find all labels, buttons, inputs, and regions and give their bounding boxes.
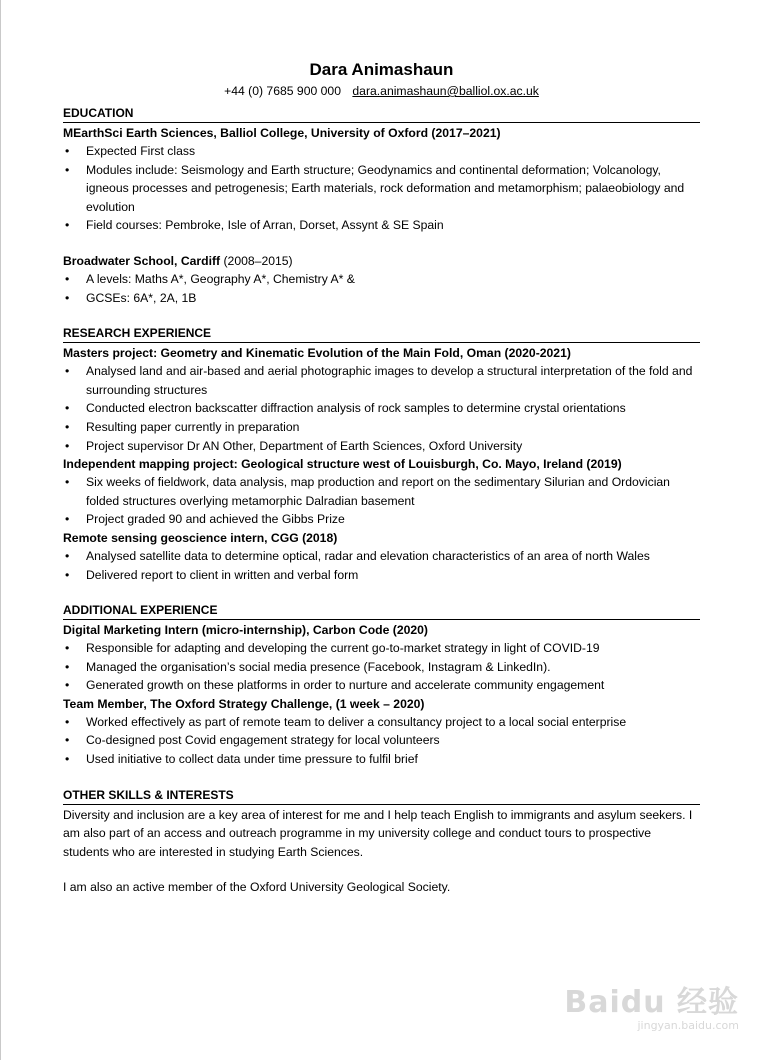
research-entry-title: Remote sensing geoscience intern, CGG (2018) [63, 530, 338, 545]
skills-paragraph: I am also an active member of the Oxford University Geological Society. [63, 880, 451, 895]
email-link[interactable]: dara.animashaun@balliol.ox.ac.uk [352, 84, 539, 98]
list-item: • Generated growth on these platforms in order to nurture and accelerate community engagement [63, 676, 700, 695]
list-item: • Conducted electron backscatter diffraction analysis of rock samples to determine crystal orientations [63, 399, 700, 418]
additional-entry-bullets [63, 639, 700, 695]
section-heading-skills: OTHER SKILLS & INTERESTS [63, 787, 234, 802]
page-edge [0, 0, 1, 1060]
education-entry-title: MEarthSci Earth Sciences, Balliol College, University of Oxford (2017–2021) [63, 122, 700, 142]
list-item: • Field courses: Pembroke, Isle of Arran, Dorset, Assynt & SE Spain [63, 216, 700, 235]
watermark-brand: Baidu 经验 [564, 985, 739, 1020]
additional-entry-title: Team Member, The Oxford Strategy Challenge, (1 week – 2020) [63, 696, 425, 711]
additional-entry-bullets [63, 713, 700, 769]
list-item: • Used initiative to collect data under time pressure to fulfil brief [63, 750, 700, 769]
list-item: • Analysed satellite data to determine optical, radar and elevation characteristics of an area of north Wales [63, 547, 700, 566]
watermark-url: jingyan.baidu.com [637, 1019, 739, 1032]
baidu-watermark [564, 977, 739, 1032]
section-heading-education: EDUCATION [63, 106, 134, 120]
cv-document [63, 58, 700, 897]
contact-line [63, 82, 700, 101]
section-heading-additional: ADDITIONAL EXPERIENCE [63, 603, 218, 618]
list-item: • Responsible for adapting and developing the current go-to-market strategy in light of COVID-19 [63, 639, 700, 658]
list-item: • GCSEs: 6A*, 2A, 1B [63, 289, 700, 308]
school-name: Broadwater School, Cardiff [63, 253, 221, 268]
research-entry-bullets [63, 362, 700, 455]
list-item: • Project graded 90 and achieved the Gibbs Prize [63, 510, 700, 529]
research-entry-title: Masters project: Geometry and Kinematic Evolution of the Main Fold, Oman (2020-2021) [63, 342, 700, 362]
research-entry-title: Independent mapping project: Geological structure west of Louisburgh, Co. Mayo, Ireland (2019) [63, 457, 622, 472]
list-item: • Resulting paper currently in preparation [63, 418, 700, 437]
skills-section [63, 787, 700, 897]
education-entry-title [63, 252, 700, 270]
additional-section [63, 602, 700, 769]
additional-entry-title: Digital Marketing Intern (micro-internship), Carbon Code (2020) [63, 619, 700, 639]
research-section [63, 325, 700, 584]
research-entry-bullets [63, 473, 700, 529]
list-item: • Co-designed post Covid engagement strategy for local volunteers [63, 731, 700, 750]
education-entry-bullets [63, 270, 700, 307]
list-item: • Project supervisor Dr AN Other, Department of Earth Sciences, Oxford University [63, 437, 700, 456]
candidate-name: Dara Animashaun [309, 60, 454, 79]
education-section [63, 105, 700, 307]
research-entry-bullets [63, 547, 700, 584]
section-heading-research: RESEARCH EXPERIENCE [63, 326, 212, 341]
list-item: • Managed the organisation’s social media presence (Facebook, Instagram & LinkedIn). [63, 658, 700, 677]
list-item: • Modules include: Seismology and Earth structure; Geodynamics and continental deformation; Volcanology, igneous processes and petrogenesis; Earth materials, rock deformation and metamorphism; palaeobiology and evolution [63, 161, 700, 217]
education-entry-bullets [63, 142, 700, 235]
skills-paragraph: Diversity and inclusion are a key area of interest for me and I help teach English to immigrants and asylum seekers. I am also part of an access and outreach programme in my university college and conduct tours to prospective students who are interested in studying Earth Sciences. [63, 804, 700, 862]
list-item: • A levels: Maths A*, Geography A*, Chemistry A* & [63, 270, 700, 289]
list-item: • Delivered report to client in written and verbal form [63, 566, 700, 585]
school-dates: (2008–2015) [220, 253, 293, 268]
list-item: • Worked effectively as part of remote team to deliver a consultancy project to a local social enterprise [63, 713, 700, 732]
list-item: • Expected First class [63, 142, 700, 161]
phone-number: +44 (0) 7685 900 000 [224, 84, 341, 98]
list-item: • Analysed land and air-based and aerial photographic images to develop a structural interpretation of the fold and surrounding structures [63, 362, 700, 399]
list-item: • Six weeks of fieldwork, data analysis, map production and report on the sedimentary Silurian and Ordovician folded structures overlying metamorphic Dalradian basement [63, 473, 700, 510]
